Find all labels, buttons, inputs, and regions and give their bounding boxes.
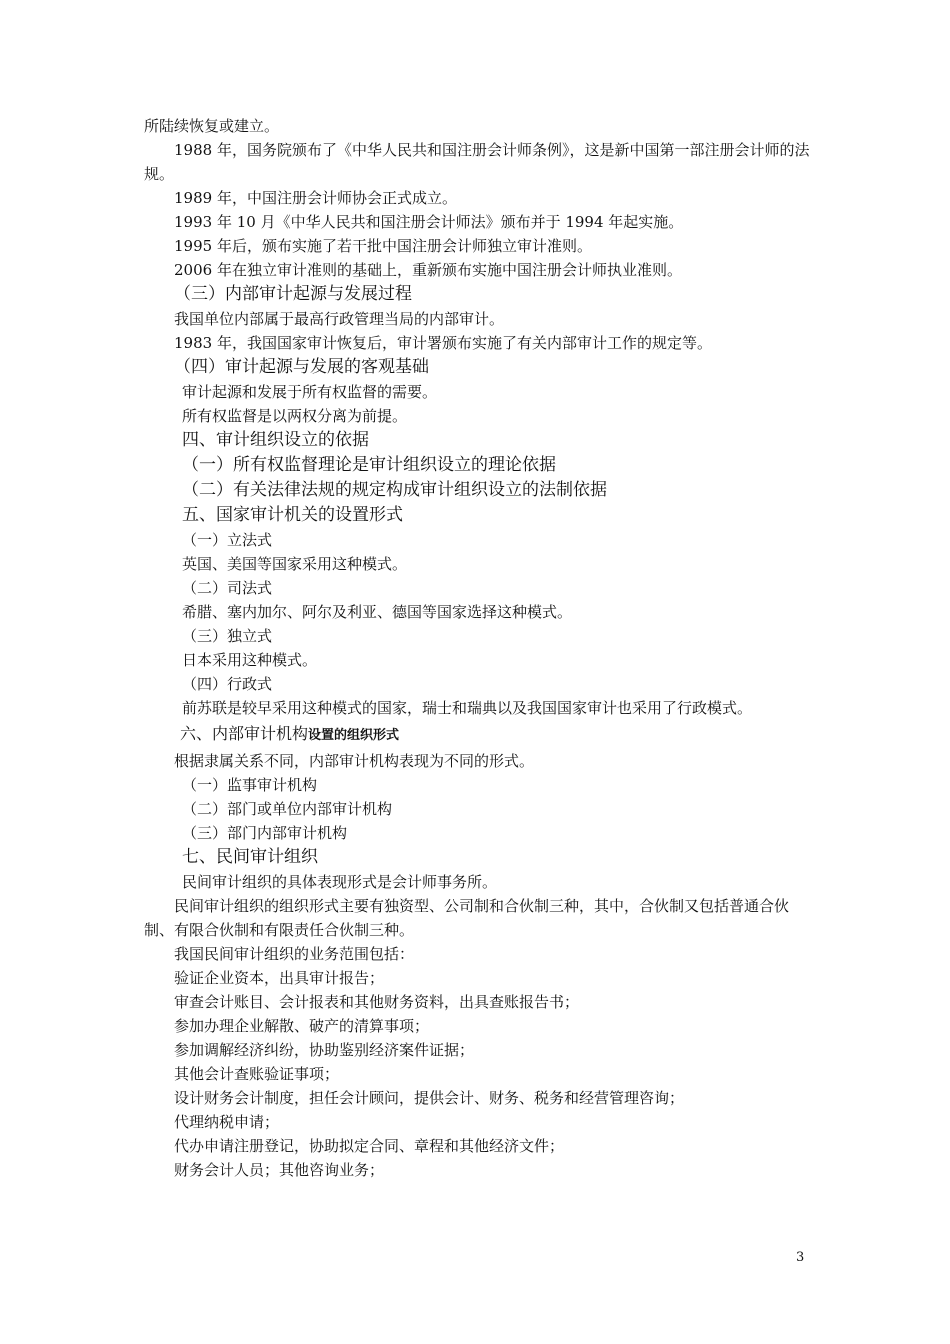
paragraph: 所陆续恢复或建立。 — [144, 117, 280, 135]
subheading: （三）部门内部审计机构 — [182, 824, 348, 842]
list-item: 代理纳税申请； — [174, 1113, 280, 1131]
subheading: （二）部门或单位内部审计机构 — [182, 800, 393, 818]
paragraph: 英国、美国等国家采用这种模式。 — [182, 555, 408, 573]
paragraph: 我国民间审计组织的业务范围包括： — [174, 945, 415, 963]
paragraph: 根据隶属关系不同，内部审计机构表现为不同的形式。 — [174, 752, 535, 770]
paragraph: 日本采用这种模式。 — [182, 651, 318, 669]
subheading: （三）独立式 — [182, 627, 273, 645]
paragraph: 审计起源和发展于所有权监督的需要。 — [182, 383, 438, 401]
section-heading: 四、审计组织设立的依据 — [182, 430, 369, 450]
paragraph: 前苏联是较早采用这种模式的国家，瑞士和瑞典以及我国国家审计也采用了行政模式。 — [182, 699, 753, 717]
subheading: （二）司法式 — [182, 579, 273, 597]
subheading: （一）立法式 — [182, 531, 273, 549]
section-heading: （一）所有权监督理论是审计组织设立的理论依据 — [182, 455, 556, 475]
subheading: （四）行政式 — [182, 675, 273, 693]
section-heading: 五、国家审计机关的设置形式 — [182, 505, 403, 525]
section-heading: （三）内部审计起源与发展过程 — [174, 284, 412, 304]
section-heading-main: 六、内部审计机构 — [180, 724, 309, 743]
paragraph: 民间审计组织的具体表现形式是会计师事务所。 — [182, 873, 498, 891]
section-heading: 七、民间审计组织 — [182, 847, 318, 867]
paragraph: 所有权监督是以两权分离为前提。 — [182, 407, 408, 425]
list-item: 验证企业资本，出具审计报告； — [174, 969, 385, 987]
list-item: 参加调解经济纠纷，协助鉴别经济案件证据； — [174, 1041, 475, 1059]
paragraph: 1983 年，我国国家审计恢复后，审计署颁布实施了有关内部审计工作的规定等。 — [174, 334, 712, 352]
paragraph: 我国单位内部属于最高行政管理当局的内部审计。 — [174, 310, 505, 328]
list-item: 参加办理企业解散、破产的清算事项； — [174, 1017, 430, 1035]
page-number: 3 — [796, 1250, 805, 1265]
section-heading: （二）有关法律法规的规定构成审计组织设立的法制依据 — [182, 480, 607, 500]
section-heading-suffix: 设置的组织形式 — [308, 728, 400, 743]
list-item: 代办申请注册登记，协助拟定合同、章程和其他经济文件； — [174, 1137, 565, 1155]
list-item: 审查会计账目、会计报表和其他财务资料，出具查账报告书； — [174, 993, 580, 1011]
document-body — [144, 114, 814, 1182]
paragraph: 民间审计组织的组织形式主要有独资型、公司制和合伙制三种，其中，合伙制又包括普通合伙制、有限合伙制和有限责任合伙制三种。 — [144, 897, 790, 939]
subheading: （一）监事审计机构 — [182, 776, 318, 794]
list-item: 其他会计查账验证事项； — [174, 1065, 340, 1083]
paragraph: 1988 年，国务院颁布了《中华人民共和国注册会计师条例》，这是新中国第一部注册会计师的法规。 — [144, 141, 810, 183]
list-item: 设计财务会计制度，担任会计顾问，提供会计、财务、税务和经营管理咨询； — [174, 1089, 685, 1107]
section-heading: （四）审计起源与发展的客观基础 — [174, 357, 429, 377]
list-item: 财务会计人员；其他咨询业务； — [174, 1161, 385, 1179]
paragraph: 1993 年 10 月《中华人民共和国注册会计师法》颁布并于 1994 年起实施。 — [174, 213, 684, 231]
section-heading — [144, 720, 814, 749]
paragraph: 1989 年，中国注册会计师协会正式成立。 — [174, 189, 457, 207]
paragraph: 2006 年在独立审计准则的基础上，重新颁布实施中国注册会计师执业准则。 — [174, 261, 682, 279]
paragraph: 1995 年后，颁布实施了若干批中国注册会计师独立审计准则。 — [174, 237, 592, 255]
paragraph: 希腊、塞内加尔、阿尔及利亚、德国等国家选择这种模式。 — [182, 603, 573, 621]
